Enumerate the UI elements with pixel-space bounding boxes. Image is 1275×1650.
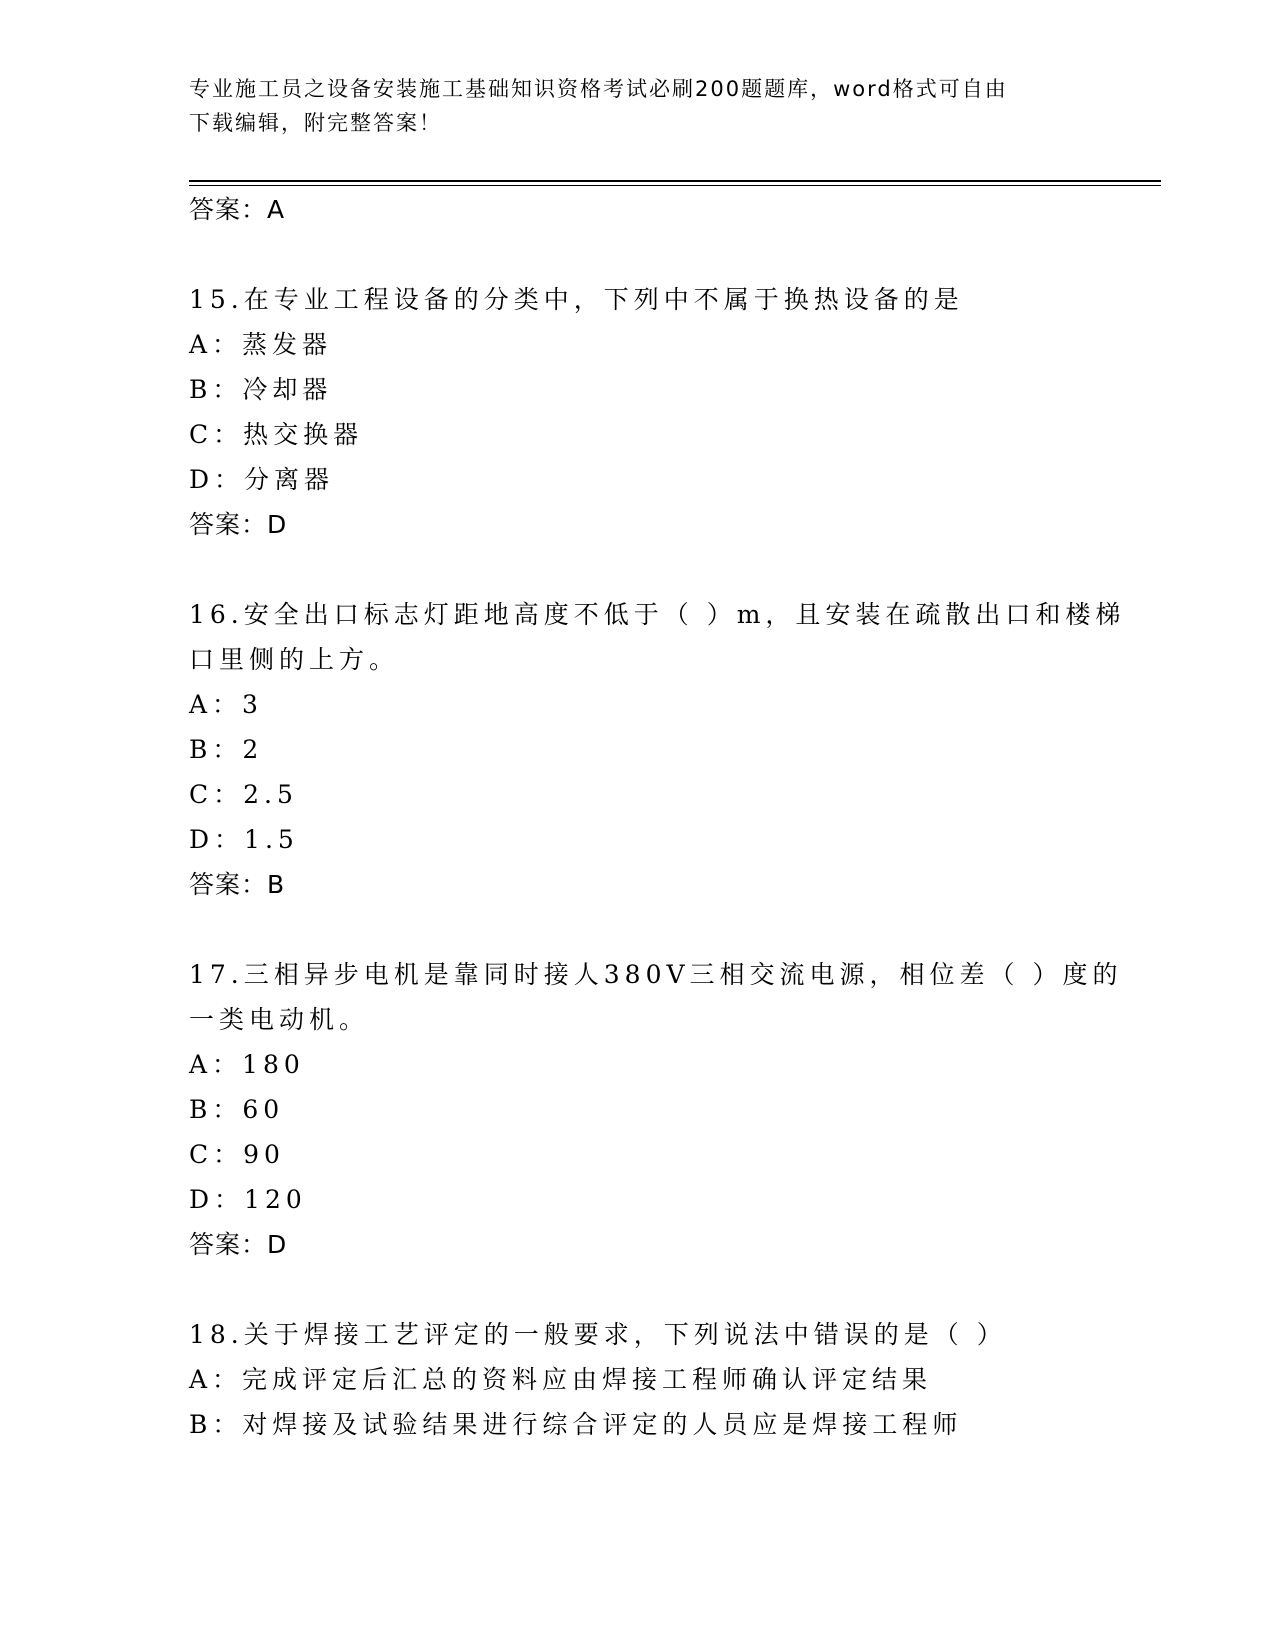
question-15-option-d: D：分离器 bbox=[189, 465, 335, 494]
question-15-stem: 15.在专业工程设备的分类中，下列中不属于换热设备的是 bbox=[189, 285, 964, 314]
question-15-option-b: B：冷却器 bbox=[189, 375, 333, 404]
question-17-option-b: B：60 bbox=[189, 1095, 285, 1124]
header-divider-thick bbox=[189, 180, 1161, 182]
question-16-answer: 答案：B bbox=[189, 870, 286, 899]
question-15-answer: 答案：D bbox=[189, 510, 288, 539]
question-16-stem-line-2: 口里侧的上方。 bbox=[189, 645, 400, 674]
question-17-option-a: A：180 bbox=[189, 1050, 305, 1079]
question-18-option-a: A：完成评定后汇总的资料应由焊接工程师确认评定结果 bbox=[189, 1365, 933, 1394]
header-line-2: 下载编辑，附完整答案！ bbox=[189, 111, 442, 135]
question-18-stem: 18.关于焊接工艺评定的一般要求，下列说法中错误的是（ ） bbox=[189, 1320, 1007, 1349]
question-18-option-b: B：对焊接及试验结果进行综合评定的人员应是焊接工程师 bbox=[189, 1410, 963, 1439]
question-16-option-b: B：2 bbox=[189, 735, 264, 764]
question-16-option-c: C：2.5 bbox=[189, 780, 298, 809]
question-17-option-c: C：90 bbox=[189, 1140, 285, 1169]
page-header bbox=[189, 72, 1089, 140]
header-line-1: 专业施工员之设备安装施工基础知识资格考试必刷200题题库，word格式可自由 bbox=[189, 77, 1008, 101]
question-16-option-d: D：1.5 bbox=[189, 825, 299, 854]
answer-previous-question: 答案：A bbox=[189, 195, 286, 224]
question-17-answer: 答案：D bbox=[189, 1230, 288, 1259]
question-15-option-a: A：蒸发器 bbox=[189, 330, 333, 359]
header-divider-thin bbox=[189, 185, 1161, 186]
question-17-option-d: D：120 bbox=[189, 1185, 307, 1214]
question-17-stem-line-1: 17.三相异步电机是靠同时接人380V三相交流电源，相位差（ ）度的 bbox=[189, 960, 1123, 989]
question-16-option-a: A：3 bbox=[189, 690, 263, 719]
question-15-option-c: C：热交换器 bbox=[189, 420, 364, 449]
question-17-stem-line-2: 一类电动机。 bbox=[189, 1005, 370, 1034]
question-16-stem-line-1: 16.安全出口标志灯距地高度不低于（ ）m，且安装在疏散出口和楼梯 bbox=[189, 600, 1126, 629]
